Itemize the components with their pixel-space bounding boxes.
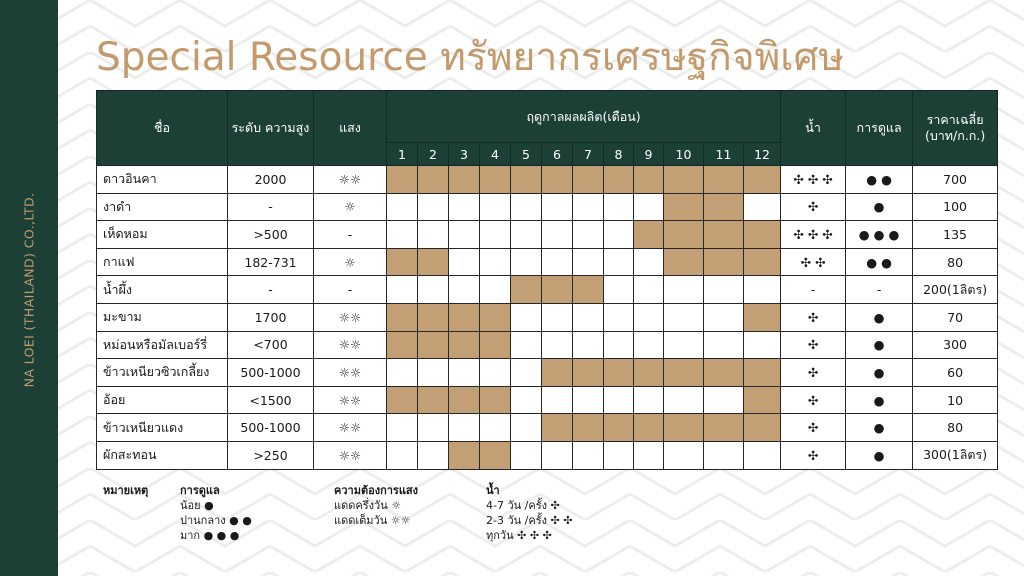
header-month: 7 xyxy=(573,143,604,166)
month-cell xyxy=(634,359,664,387)
care-cell: - xyxy=(846,276,913,304)
light-cell: ☼☼ xyxy=(314,441,387,469)
page-title: Special Resource ทรัพยากรเศรษฐกิจพิเศษ xyxy=(96,35,845,80)
price-cell: 300(1ลิตร) xyxy=(913,441,998,469)
month-cell xyxy=(480,276,511,304)
header-month: 8 xyxy=(604,143,634,166)
light-cell: ☼☼ xyxy=(314,166,387,194)
month-cell xyxy=(573,193,604,221)
month-cell xyxy=(449,193,480,221)
month-cell xyxy=(634,331,664,359)
month-cell xyxy=(744,248,781,276)
month-cell xyxy=(480,386,511,414)
month-cell xyxy=(604,331,634,359)
altitude-cell: 500-1000 xyxy=(228,414,314,442)
legend-light-item: แดดเต็มวัน ☼☼ xyxy=(334,514,411,527)
resource-name: กาแฟ xyxy=(97,248,228,276)
month-cell xyxy=(418,303,449,331)
month-cell xyxy=(480,441,511,469)
price-cell: 300 xyxy=(913,331,998,359)
altitude-cell: 2000 xyxy=(228,166,314,194)
water-cell: - xyxy=(781,276,846,304)
care-cell: ● xyxy=(846,193,913,221)
table-row xyxy=(97,221,998,249)
legend-water-item: ทุกวัน ✣ ✣ ✣ xyxy=(486,529,552,542)
month-cell xyxy=(573,359,604,387)
sidebar-bar xyxy=(0,0,58,576)
legend-care-item: น้อย ● xyxy=(180,499,214,512)
table-row xyxy=(97,276,998,304)
table-row xyxy=(97,193,998,221)
header-month: 11 xyxy=(704,143,744,166)
month-cell xyxy=(704,359,744,387)
month-cell xyxy=(704,193,744,221)
water-cell: ✣ xyxy=(781,386,846,414)
month-cell xyxy=(511,386,542,414)
water-cell: ✣ xyxy=(781,193,846,221)
light-cell: ☼☼ xyxy=(314,331,387,359)
month-cell xyxy=(664,303,704,331)
month-cell xyxy=(449,166,480,194)
table-row xyxy=(97,248,998,276)
resource-name: มะขาม xyxy=(97,303,228,331)
header-month: 10 xyxy=(664,143,704,166)
altitude-cell: 500-1000 xyxy=(228,359,314,387)
month-cell xyxy=(542,386,573,414)
water-cell: ✣ ✣ xyxy=(781,248,846,276)
price-cell: 135 xyxy=(913,221,998,249)
header-month: 3 xyxy=(449,143,480,166)
month-cell xyxy=(573,221,604,249)
light-cell: ☼ xyxy=(314,248,387,276)
month-cell xyxy=(573,166,604,194)
price-cell: 200(1ลิตร) xyxy=(913,276,998,304)
month-cell xyxy=(634,276,664,304)
altitude-cell: <700 xyxy=(228,331,314,359)
month-cell xyxy=(387,193,418,221)
header-month: 5 xyxy=(511,143,542,166)
month-cell xyxy=(664,276,704,304)
price-cell: 80 xyxy=(913,248,998,276)
month-cell xyxy=(387,441,418,469)
month-cell xyxy=(511,441,542,469)
month-cell xyxy=(511,303,542,331)
month-cell xyxy=(387,331,418,359)
month-cell xyxy=(418,193,449,221)
header-water: น้ำ xyxy=(781,91,846,166)
month-cell xyxy=(604,193,634,221)
month-cell xyxy=(449,221,480,249)
month-cell xyxy=(573,414,604,442)
company-name: NA LOEI (THAILAND) CO.,LTD. xyxy=(21,192,37,388)
month-cell xyxy=(744,386,781,414)
table-row xyxy=(97,441,998,469)
month-cell xyxy=(387,386,418,414)
month-cell xyxy=(664,331,704,359)
header-month: 4 xyxy=(480,143,511,166)
month-cell xyxy=(449,414,480,442)
legend-title xyxy=(103,483,148,498)
care-cell: ● xyxy=(846,359,913,387)
legend-water-item: 4-7 วัน /ครั้ง ✣ xyxy=(486,499,560,512)
light-cell: ☼☼ xyxy=(314,303,387,331)
care-cell: ● ● ● xyxy=(846,221,913,249)
month-cell xyxy=(604,386,634,414)
month-cell xyxy=(634,166,664,194)
month-cell xyxy=(511,276,542,304)
month-cell xyxy=(704,386,744,414)
month-cell xyxy=(573,248,604,276)
header-month: 2 xyxy=(418,143,449,166)
month-cell xyxy=(449,441,480,469)
month-cell xyxy=(634,386,664,414)
light-cell: ☼☼ xyxy=(314,414,387,442)
resource-name: ข้าวเหนียวแดง xyxy=(97,414,228,442)
table-row xyxy=(97,359,998,387)
month-cell xyxy=(542,331,573,359)
legend-light xyxy=(334,483,418,528)
month-cell xyxy=(604,248,634,276)
resource-name: ดาวอินคา xyxy=(97,166,228,194)
month-cell xyxy=(449,303,480,331)
month-cell xyxy=(634,248,664,276)
month-cell xyxy=(704,414,744,442)
price-cell: 100 xyxy=(913,193,998,221)
month-cell xyxy=(744,193,781,221)
month-cell xyxy=(480,248,511,276)
resource-table xyxy=(96,90,998,470)
month-cell xyxy=(664,248,704,276)
month-cell xyxy=(449,331,480,359)
month-cell xyxy=(418,441,449,469)
altitude-cell: 182-731 xyxy=(228,248,314,276)
month-cell xyxy=(704,221,744,249)
header-light: แสง xyxy=(314,91,387,166)
light-cell: ☼ xyxy=(314,193,387,221)
month-cell xyxy=(480,166,511,194)
altitude-cell: <1500 xyxy=(228,386,314,414)
month-cell xyxy=(511,193,542,221)
price-cell: 70 xyxy=(913,303,998,331)
month-cell xyxy=(704,276,744,304)
month-cell xyxy=(573,331,604,359)
legend-water-head: น้ำ xyxy=(486,484,500,497)
month-cell xyxy=(387,276,418,304)
resource-name: ข้าวเหนียวซิวเกลี้ยง xyxy=(97,359,228,387)
month-cell xyxy=(744,359,781,387)
legend-water xyxy=(486,483,572,543)
header-season: ฤดูกาลผลผลิต(เดือน) xyxy=(387,91,781,143)
price-cell: 80 xyxy=(913,414,998,442)
month-cell xyxy=(480,193,511,221)
month-cell xyxy=(511,331,542,359)
month-cell xyxy=(542,193,573,221)
resource-name: น้ำผึ้ง xyxy=(97,276,228,304)
month-cell xyxy=(664,166,704,194)
month-cell xyxy=(573,386,604,414)
altitude-cell: - xyxy=(228,193,314,221)
month-cell xyxy=(387,221,418,249)
legend-title-text: หมายเหตุ xyxy=(103,484,149,497)
month-cell xyxy=(480,331,511,359)
month-cell xyxy=(664,359,704,387)
month-cell xyxy=(704,303,744,331)
month-cell xyxy=(511,221,542,249)
table-row xyxy=(97,303,998,331)
month-cell xyxy=(387,248,418,276)
header-month: 12 xyxy=(744,143,781,166)
month-cell xyxy=(418,414,449,442)
resource-name: งาดำ xyxy=(97,193,228,221)
light-cell: - xyxy=(314,276,387,304)
legend-water-item: 2-3 วัน /ครั้ง ✣ ✣ xyxy=(486,514,573,527)
care-cell: ● ● xyxy=(846,248,913,276)
month-cell xyxy=(744,166,781,194)
header-care: การดูแล xyxy=(846,91,913,166)
month-cell xyxy=(387,414,418,442)
resource-name: เห็ดหอม xyxy=(97,221,228,249)
month-cell xyxy=(387,359,418,387)
water-cell: ✣ xyxy=(781,331,846,359)
legend-light-head: ความต้องการแสง xyxy=(334,484,419,497)
month-cell xyxy=(542,359,573,387)
legend-care-item: ปานกลาง ● ● xyxy=(180,514,252,527)
month-cell xyxy=(573,441,604,469)
month-cell xyxy=(664,441,704,469)
resource-name: ผักสะทอน xyxy=(97,441,228,469)
month-cell xyxy=(480,303,511,331)
month-cell xyxy=(542,414,573,442)
care-cell: ● xyxy=(846,331,913,359)
month-cell xyxy=(542,248,573,276)
month-cell xyxy=(418,359,449,387)
month-cell xyxy=(704,166,744,194)
month-cell xyxy=(511,166,542,194)
care-cell: ● xyxy=(846,303,913,331)
month-cell xyxy=(744,331,781,359)
water-cell: ✣ ✣ ✣ xyxy=(781,166,846,194)
altitude-cell: - xyxy=(228,276,314,304)
altitude-cell: >250 xyxy=(228,441,314,469)
month-cell xyxy=(542,166,573,194)
table-row xyxy=(97,386,998,414)
month-cell xyxy=(449,386,480,414)
legend-care xyxy=(180,483,252,543)
month-cell xyxy=(634,303,664,331)
month-cell xyxy=(664,414,704,442)
altitude-cell: >500 xyxy=(228,221,314,249)
water-cell: ✣ xyxy=(781,441,846,469)
month-cell xyxy=(604,414,634,442)
table-row xyxy=(97,166,998,194)
month-cell xyxy=(480,221,511,249)
month-cell xyxy=(418,276,449,304)
header-month: 1 xyxy=(387,143,418,166)
month-cell xyxy=(480,414,511,442)
month-cell xyxy=(511,359,542,387)
water-cell: ✣ xyxy=(781,303,846,331)
month-cell xyxy=(387,166,418,194)
light-cell: ☼☼ xyxy=(314,359,387,387)
month-cell xyxy=(449,359,480,387)
water-cell: ✣ xyxy=(781,414,846,442)
month-cell xyxy=(542,276,573,304)
month-cell xyxy=(664,386,704,414)
legend-care-item: มาก ● ● ● xyxy=(180,529,240,542)
water-cell: ✣ ✣ ✣ xyxy=(781,221,846,249)
table-row xyxy=(97,331,998,359)
month-cell xyxy=(664,221,704,249)
price-cell: 60 xyxy=(913,359,998,387)
month-cell xyxy=(634,414,664,442)
legend-light-item: แดดครึ่งวัน ☼ xyxy=(334,499,402,512)
month-cell xyxy=(542,303,573,331)
month-cell xyxy=(449,248,480,276)
water-cell: ✣ xyxy=(781,359,846,387)
care-cell: ● xyxy=(846,386,913,414)
month-cell xyxy=(604,276,634,304)
month-cell xyxy=(573,276,604,304)
care-cell: ● ● xyxy=(846,166,913,194)
header-name: ชื่อ xyxy=(97,91,228,166)
month-cell xyxy=(744,414,781,442)
resource-name: อ้อย xyxy=(97,386,228,414)
month-cell xyxy=(418,331,449,359)
light-cell: ☼☼ xyxy=(314,386,387,414)
month-cell xyxy=(418,166,449,194)
month-cell xyxy=(744,303,781,331)
month-cell xyxy=(704,331,744,359)
month-cell xyxy=(604,441,634,469)
month-cell xyxy=(449,276,480,304)
month-cell xyxy=(664,193,704,221)
month-cell xyxy=(744,276,781,304)
month-cell xyxy=(604,166,634,194)
care-cell: ● xyxy=(846,441,913,469)
month-cell xyxy=(573,303,604,331)
header-price: ราคาเฉลี่ย (บาท/ก.ก.) xyxy=(913,91,998,166)
care-cell: ● xyxy=(846,414,913,442)
legend-care-head: การดูแล xyxy=(180,484,220,497)
header-month: 6 xyxy=(542,143,573,166)
month-cell xyxy=(604,359,634,387)
month-cell xyxy=(418,248,449,276)
price-cell: 10 xyxy=(913,386,998,414)
month-cell xyxy=(634,193,664,221)
month-cell xyxy=(744,441,781,469)
month-cell xyxy=(542,441,573,469)
month-cell xyxy=(418,386,449,414)
month-cell xyxy=(634,221,664,249)
month-cell xyxy=(511,414,542,442)
altitude-cell: 1700 xyxy=(228,303,314,331)
light-cell: - xyxy=(314,221,387,249)
month-cell xyxy=(604,221,634,249)
header-altitude: ระดับ ความสูง xyxy=(228,91,314,166)
table-row xyxy=(97,414,998,442)
month-cell xyxy=(704,248,744,276)
month-cell xyxy=(604,303,634,331)
header-month: 9 xyxy=(634,143,664,166)
month-cell xyxy=(704,441,744,469)
price-cell: 700 xyxy=(913,166,998,194)
month-cell xyxy=(387,303,418,331)
month-cell xyxy=(634,441,664,469)
month-cell xyxy=(480,359,511,387)
month-cell xyxy=(542,221,573,249)
month-cell xyxy=(744,221,781,249)
month-cell xyxy=(511,248,542,276)
month-cell xyxy=(418,221,449,249)
resource-name: หม่อนหรือมัลเบอร์รี่ xyxy=(97,331,228,359)
